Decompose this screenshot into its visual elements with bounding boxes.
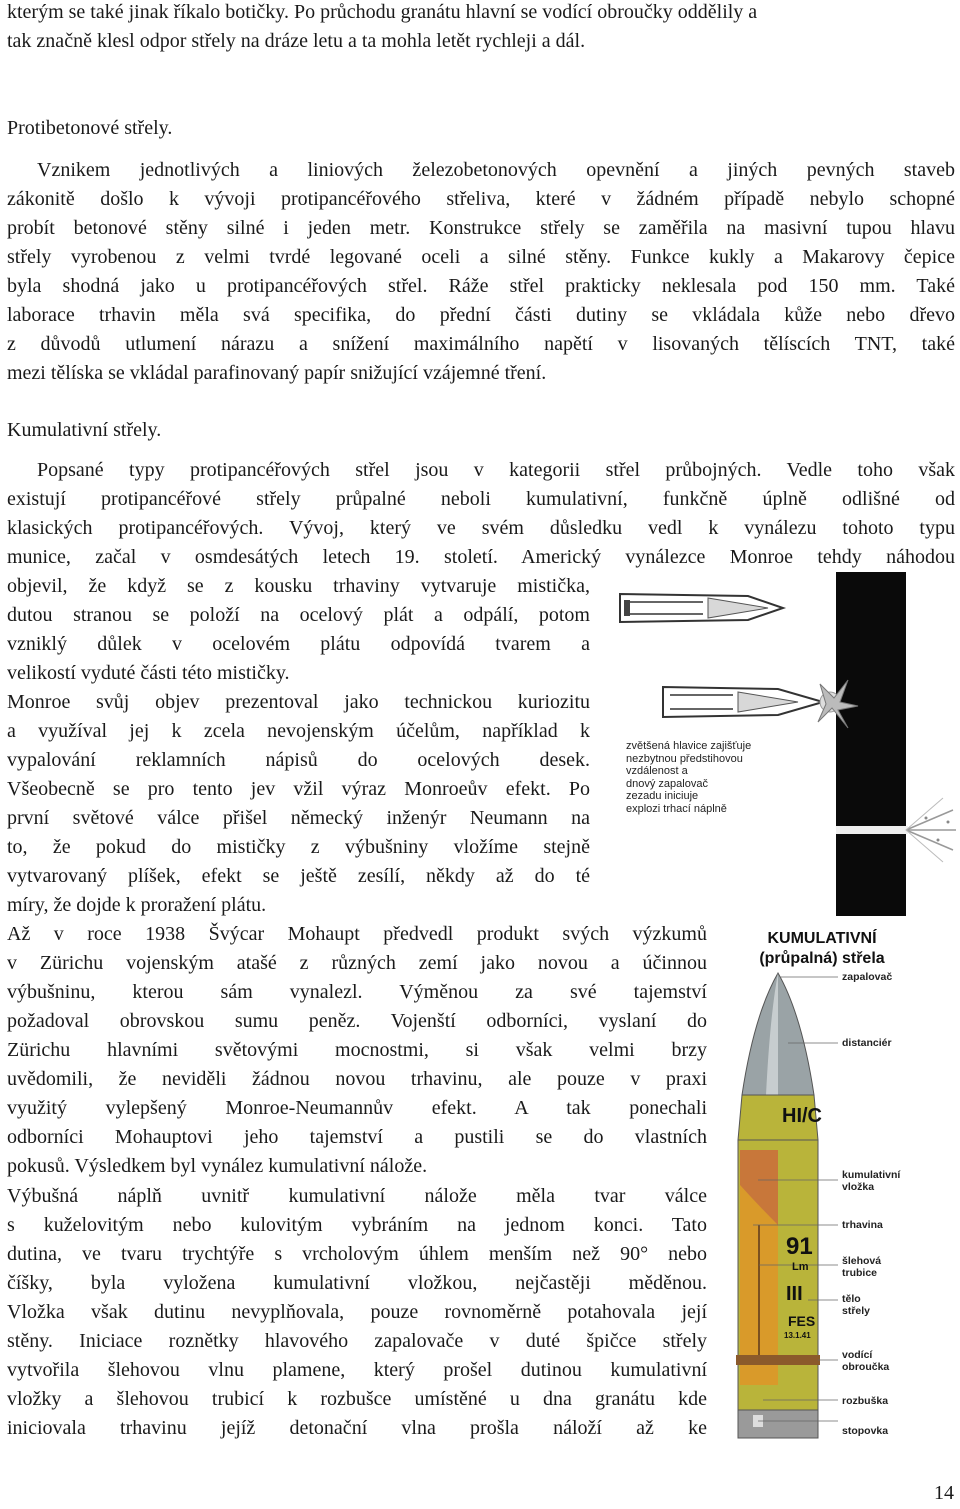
section-heading-cumulative: Kumulativní střely.: [7, 419, 162, 441]
driving-band: [736, 1355, 820, 1365]
stencil-91: 91: [786, 1233, 813, 1260]
text-line: odborníci Mohauptovi jeho tajemství a pustili se do vlastních: [7, 1126, 707, 1148]
paragraph-cumulative-1: [7, 456, 955, 572]
caption-line: vzdálenost a: [626, 765, 688, 777]
caption-line: zvětšená hlavice zajišťuje: [626, 740, 752, 752]
caption-line: zezadu iniciuje: [626, 790, 699, 802]
text-line: klasických protipancéřových. Vývoj, který ve svém důsledku vedl k vynálezu tohoto typu: [7, 517, 955, 539]
text-line: střely vyrobenou z velmi tvrdé legované oceli a silné stěny. Funkce kukly a Makarovy čepice: [7, 246, 955, 268]
text-line: uvědomili, že neviděli žádnou novou trhavinu, ale pouze v praxi: [7, 1068, 707, 1090]
section-heading-antibeton: Protibetonové střely.: [7, 117, 173, 139]
text-line: Vložka však dutinu nevyplňovala, pouze rovnoměrně potahovala její: [7, 1301, 707, 1323]
text-line: vypalování reklamních nápisů do ocelových desek.: [7, 749, 590, 771]
text-line: vytvořila šlehovou vlnu plamene, který prošel dutinou kumulativní: [7, 1359, 707, 1381]
shell-base: [738, 1410, 818, 1438]
shell-sketch-1: [620, 594, 783, 622]
label-rozbuska: rozbuška: [842, 1395, 889, 1407]
stencil-fes: FES: [788, 1313, 816, 1329]
text-line: tak značně klesl odpor střely na dráze letu a ta mohla letět rychleji a dál.: [7, 30, 586, 52]
text-line: a využíval jej k zcela nevojenským účelům, například k: [7, 720, 590, 742]
text-line: požadoval obrovskou sumu peněz. Vojenští odborníci, vyslaní do: [7, 1010, 707, 1032]
text-line: výbušninu, kterou sám vynalezl. Výměnou za své tajemství: [7, 981, 707, 1003]
text-line: vzniklý důlek v ocelovém plátu odpovídá tvarem a: [7, 633, 590, 655]
text-line: v Zürichu vojenským atašé z různých zemí jako novou a účinnou: [7, 952, 707, 974]
text-line: objevil, že když se z kousku trhaviny vytvaruje mistička,: [7, 575, 590, 597]
text-line: vytvarovaný plíšek, efekt se ještě zesílí, někdy až do té: [7, 865, 590, 887]
text-line: míry, že dojde k proražení plátu.: [7, 894, 267, 916]
text-line: z důvodů utlumení nárazu a snížení maximálního napětí v lisovaných tělíscích TNT, také: [7, 333, 955, 355]
text-line: probít betonové stěny silné i jeden metr. Konstrukce střely se zaměřila na masivní tupou hlavu: [7, 217, 955, 239]
shell-sketch-2: [663, 680, 858, 728]
paragraph-antibeton: [7, 156, 955, 388]
stencil-lm: Lm: [792, 1261, 809, 1273]
figure2-title-line2: (průpalná) střela: [759, 950, 885, 967]
label-trubice-line1: šlehová: [842, 1255, 882, 1267]
stencil-hc: HI/C: [782, 1105, 822, 1127]
text-line: číšky, byla vyložena kumulativní vložkou, nejčastěji měděnou.: [7, 1272, 707, 1294]
text-line: pokusů. Výsledkem byl vynález kumulativní nálože.: [7, 1155, 428, 1177]
text-line: kterým se také jinak říkalo botičky. Po průchodu granátu hlavní se vodící obroučky oddělily a: [7, 1, 758, 23]
text-line: dutou stranou se položí na ocelový plát a odpálí, potom: [7, 604, 590, 626]
label-stopovka: stopovka: [842, 1425, 889, 1437]
text-line: existují protipancéřové střely průpalné neboli kumulativní, funkčně úplně odlišné od: [7, 488, 955, 510]
text-line: s kuželovitým nebo kulovitým vybráním na jednom konci. Tato: [7, 1214, 707, 1236]
penetration-spray: [836, 798, 956, 862]
text-line: Zürichu hlavními světovými mocnostmi, si však velmi brzy: [7, 1039, 707, 1061]
text-line: vložky a šlehovou trubicí k rozbušce umístěné u dna granátu kde: [7, 1388, 707, 1410]
text-line: Všeobecně se pro tento jev vžil výraz Monroeův efekt. Po: [7, 778, 590, 800]
text-line: to, že pokud do mističky z výbušniny vložíme stejně: [7, 836, 590, 858]
stencil-iii: III: [786, 1283, 803, 1305]
figure1-caption: [626, 740, 786, 815]
label-trubice-line2: trubice: [842, 1267, 878, 1279]
paragraph-charge: [7, 1182, 707, 1443]
text-line: byla shodná jako u protipancéřových střel. Ráže střel prakticky neklesala pod 150 mm. Také: [7, 275, 955, 297]
text-line: munice, začal v osmdesátých letech 19. století. Americký vynálezce Monroe tehdy náhodou: [7, 546, 955, 568]
text-line: dutina, ve tvaru trychtýře s vrcholovým úhlem menším než 90° nebo: [7, 1243, 707, 1265]
label-zapalovac: zapalovač: [842, 971, 893, 983]
label-trhavina: trhavina: [842, 1219, 883, 1231]
caption-line: nezbytnou předstihovou: [626, 752, 743, 765]
label-vlozka-line2: vložka: [842, 1181, 875, 1193]
text-line: Až v roce 1938 Švýcar Mohaupt předvedl produkt svých výzkumů: [7, 923, 707, 945]
text-line: Vznikem jednotlivých a liniových železobetonových opevnění a jiných pevných staveb: [37, 159, 955, 181]
text-line: využitý vylepšený Monroe-Neumannův efekt. A tak ponechali: [7, 1097, 707, 1119]
text-line: první světové válce přišel německý inženýr Neumann na: [7, 807, 590, 829]
text-line: Monroe svůj objev prezentoval jako technickou kuriozitu: [7, 691, 590, 713]
label-telo-line2: střely: [842, 1305, 871, 1317]
label-obroucka-line2: obroučka: [842, 1361, 890, 1373]
text-line: Popsané typy protipancéřových střel jsou v kategorii střel průbojných. Vedle toho však: [37, 459, 955, 481]
label-trubice: [842, 1255, 881, 1279]
label-distancier: distanciér: [842, 1037, 892, 1049]
shell-cutaway-drawing: [718, 925, 960, 1445]
paragraph-intro: [7, 0, 955, 56]
stencil-lot: 13.1.41: [784, 1331, 811, 1340]
caption-line: explozi trhací náplně: [626, 802, 727, 815]
label-obroucka: [842, 1349, 889, 1373]
page-number: 14: [934, 1482, 954, 1504]
label-vlozka-line1: kumulativní: [842, 1169, 901, 1181]
figure-heat-shell-cutaway: [718, 925, 960, 1445]
text-line: iniciovala trhavinu jejíž detonační vlna prošla náloží až ke: [7, 1417, 707, 1439]
text-line: laborace trhavin měla svá specifika, do přední části dutiny se vkládala kůže nebo dřevo: [7, 304, 955, 326]
text-line: mezi tělíska se vkládal parafinovaný papír snižující vzájemné tření.: [7, 362, 547, 384]
label-telo-line1: tělo: [842, 1293, 861, 1305]
figure-heat-penetration: [608, 572, 960, 916]
paragraph-monroe: [7, 688, 590, 920]
text-line: stěny. Iniciace roznětky hlavového zapalovače v duté špičce střely: [7, 1330, 707, 1352]
label-obroucka-line1: vodící: [842, 1349, 873, 1361]
paragraph-mohaupt: [7, 920, 707, 1181]
text-line: zákonitě došlo k vývoji protipancéřového střeliva, které v žádném případě nebylo schopné: [7, 188, 955, 210]
figure2-title-line1: KUMULATIVNÍ: [767, 930, 877, 947]
label-telo: [842, 1293, 870, 1317]
caption-line: dnový zapalovač: [626, 777, 708, 790]
text-line: Výbušná náplň uvnitř kumulativní nálože měla tvar válce: [7, 1185, 707, 1207]
paragraph-cumulative-2: [7, 572, 590, 688]
label-vlozka: [842, 1169, 900, 1193]
text-line: velikostí vyduté části této mističky.: [7, 662, 290, 684]
